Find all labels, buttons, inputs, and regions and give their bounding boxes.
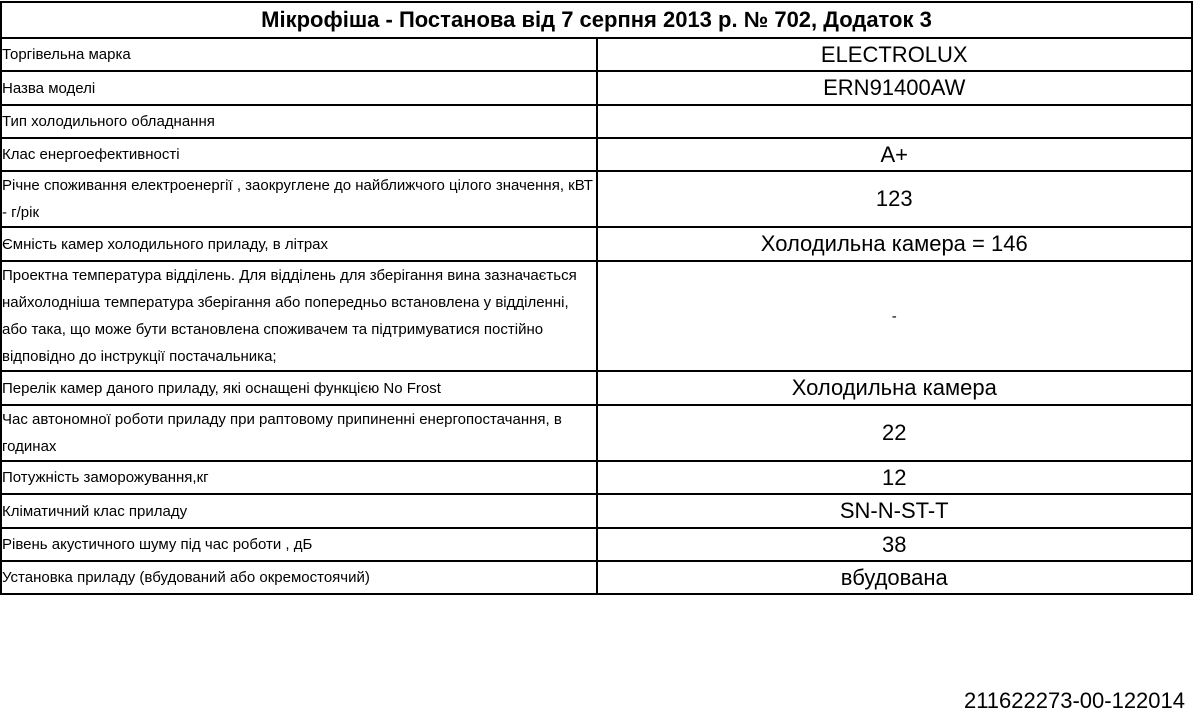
row-value: Холодильна камера — [597, 371, 1193, 405]
table-row-noise — [1, 528, 1192, 561]
row-value: вбудована — [597, 561, 1193, 594]
table-row-no-frost — [1, 371, 1192, 405]
row-label: Установка приладу (вбудований або окремостоячий) — [1, 561, 597, 594]
row-label: Назва моделі — [1, 71, 597, 105]
row-label: Клас енергоефективності — [1, 138, 597, 171]
row-label: Тип холодильного обладнання — [1, 105, 597, 138]
row-label: Потужність заморожування,кг — [1, 461, 597, 494]
table-row-brand — [1, 38, 1192, 71]
row-value: 12 — [597, 461, 1193, 494]
table-row-type — [1, 105, 1192, 138]
row-value: 38 — [597, 528, 1193, 561]
table-row-annual-consumption — [1, 171, 1192, 227]
row-label: Час автономної роботи приладу при раптовому припиненні енергопостачання, в годинах — [1, 405, 597, 461]
row-label: Кліматичний клас приладу — [1, 494, 597, 528]
table-row-design-temperature — [1, 261, 1192, 371]
row-value: ELECTROLUX — [597, 38, 1193, 71]
row-label: Річне споживання електроенергії , заокруглене до найближчого цілого значення, кВТ - г/рік — [1, 171, 597, 227]
fiche-title: Мікрофіша - Постанова від 7 серпня 2013 р. № 702, Додаток 3 — [1, 2, 1192, 38]
row-label: Проектна температура відділень. Для відділень для зберігання вина зазначається найхолодніша температура зберігання або попередньо встановлена у відділенні, або така, що може бути встановлена споживачем та підтримуватися постійно відповідно до інструкції постачальника; — [1, 261, 597, 371]
table-row-climate-class — [1, 494, 1192, 528]
row-value: Холодильна камера = 146 — [597, 227, 1193, 261]
table-row-autonomy — [1, 405, 1192, 461]
row-value: - — [597, 261, 1193, 371]
row-value: A+ — [597, 138, 1193, 171]
row-label: Ємність камер холодильного приладу, в літрах — [1, 227, 597, 261]
product-fiche-table — [0, 1, 1193, 595]
table-row-freezing-capacity — [1, 461, 1192, 494]
row-value: ERN91400AW — [597, 71, 1193, 105]
table-row-model — [1, 71, 1192, 105]
row-label: Торгівельна марка — [1, 38, 597, 71]
row-label: Перелік камер даного приладу, які оснащені функцією No Frost — [1, 371, 597, 405]
table-row-energy-class — [1, 138, 1192, 171]
row-value: SN-N-ST-T — [597, 494, 1193, 528]
row-value: 123 — [597, 171, 1193, 227]
row-value — [597, 105, 1193, 138]
fiche-title-row — [1, 2, 1192, 38]
table-row-volume — [1, 227, 1192, 261]
table-row-installation — [1, 561, 1192, 594]
document-code: 211622273-00-122014 — [963, 688, 1185, 713]
row-label: Рівень акустичного шуму під час роботи , дБ — [1, 528, 597, 561]
row-value: 22 — [597, 405, 1193, 461]
